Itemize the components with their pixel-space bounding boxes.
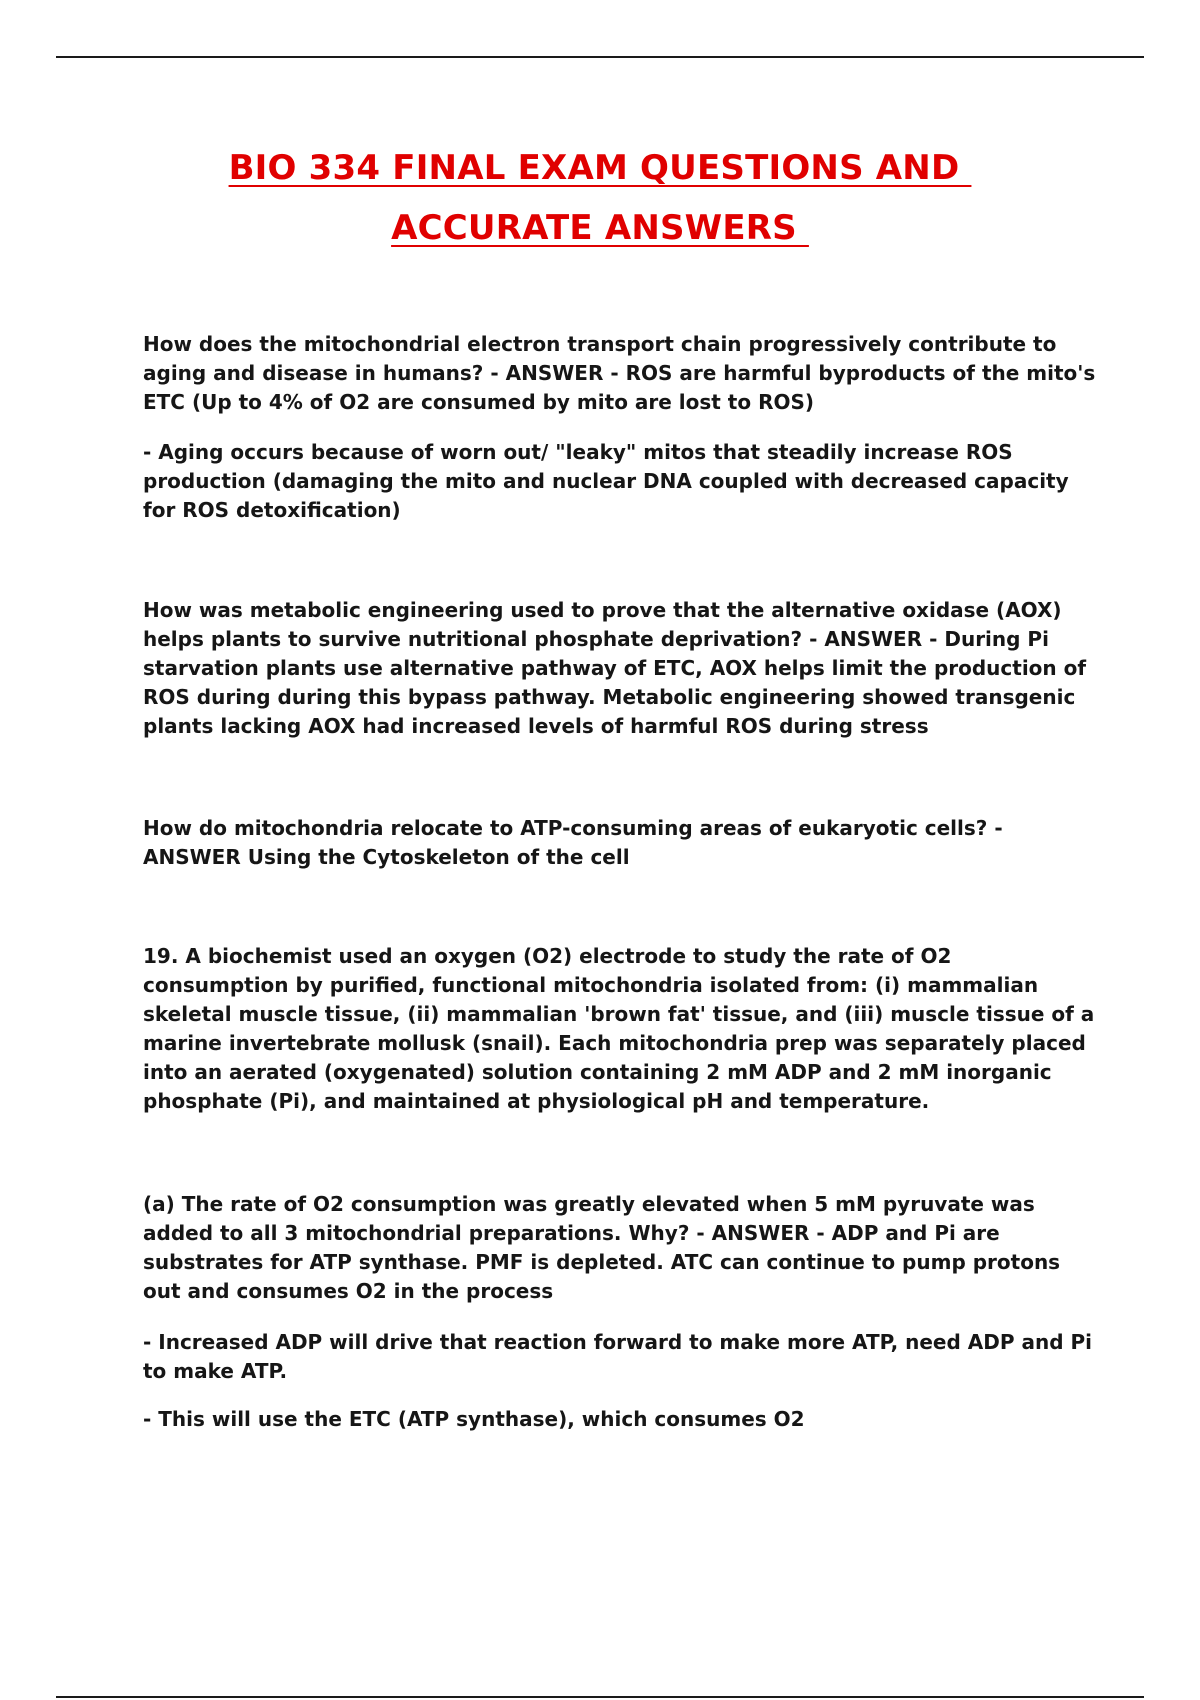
answer-aging-leaky-mitos: - Aging occurs because of worn out/ "leaky" mitos that steadily increase ROS production (damaging the mito and nuclear DNA coupled with decreased capacity for ROS detoxification) [143,440,1069,522]
document-title-line-2 [0,208,1200,248]
answer-19a-etc-consumes-o2: - This will use the ETC (ATP synthase), which consumes O2 [143,1407,805,1431]
title-text-2: ACCURATE ANSWERS [391,208,809,248]
question-19-setup: 19. A biochemist used an oxygen (O2) electrode to study the rate of O2 consumption by purified, functional mitochondria isolated from: (i) mammalian skeletal muscle tissue, (ii) mammalian 'brown fat' tissue, and (iii) muscle tissue of a marine invertebrate mollusk (snail). Each mitochondria prep was separately placed into an aerated (oxygenated) solution containing 2 mM ADP and 2 mM inorganic phosphate (Pi), and maintained at physiological pH and temperature. [143,944,1095,1113]
title-text-1: BIO 334 FINAL EXAM QUESTIONS AND [228,148,972,188]
question-mitochondria-relocation: How do mitochondria relocate to ATP-consuming areas of eukaryotic cells? - ANSWER Using the Cytoskeleton of the cell [143,816,1003,869]
answer-19a-increased-adp: - Increased ADP will drive that reaction forward to make more ATP, need ADP and Pi to make ATP. [143,1330,1093,1383]
question-aox-phosphate: How was metabolic engineering used to prove that the alternative oxidase (AOX) helps plants to survive nutritional phosphate deprivation? - ANSWER - During Pi starvation plants use alternative pathway of ETC, AOX helps limit the production of ROS during during this bypass pathway. Metabolic engineering showed transgenic plants lacking AOX had increased levels of harmful ROS during stress [143,598,1087,738]
question-aging-ros: How does the mitochondrial electron transport chain progressively contribute to aging and disease in humans? - ANSWER - ROS are harmful byproducts of the mito's ETC (Up to 4% of O2 are consumed by mito are lost to ROS) [143,332,1096,414]
document-title-line-1 [0,148,1200,188]
question-19a-pyruvate: (a) The rate of O2 consumption was greatly elevated when 5 mM pyruvate was added to all 3 mitochondrial preparations. Why? - ANSWER - ADP and Pi are substrates for ATP synthase. PMF is depleted. ATC can continue to pump protons out and consumes O2 in the process [143,1192,1061,1303]
top-rule [56,56,1144,58]
bottom-rule [56,1696,1144,1698]
